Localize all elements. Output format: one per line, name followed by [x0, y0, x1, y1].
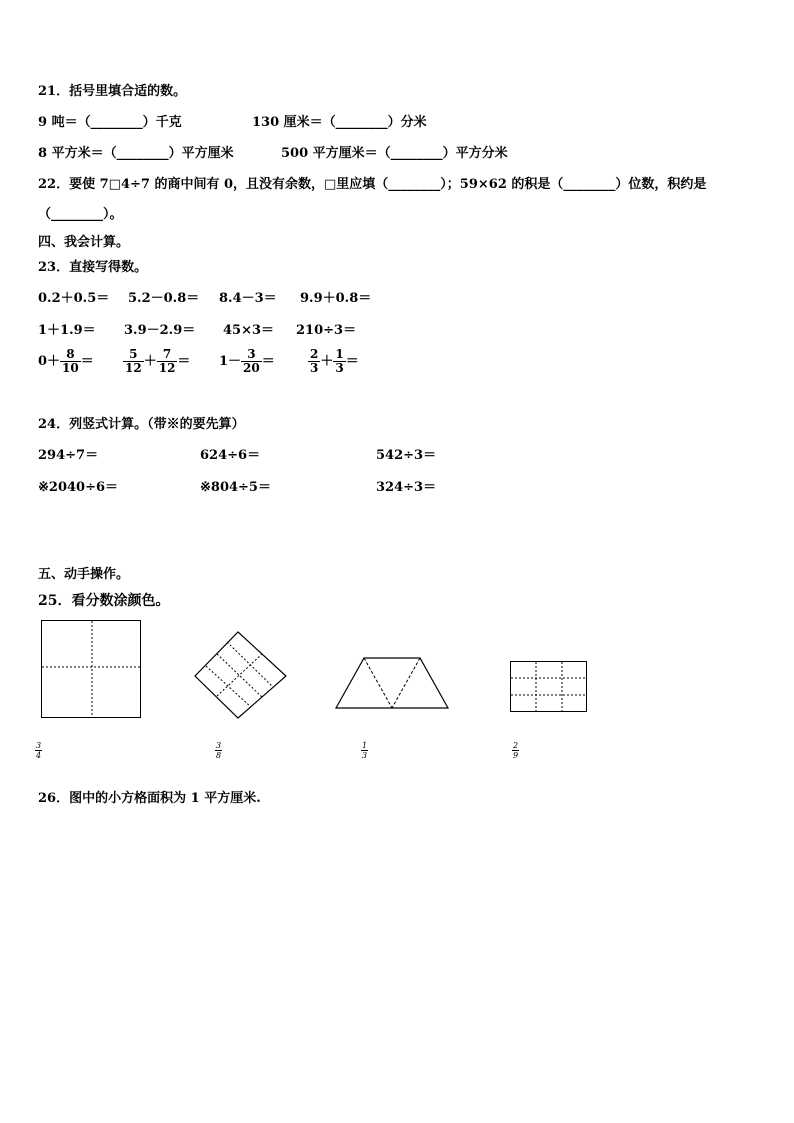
- q21-blank-m2-cm2: 8 平方米＝（________）平方厘米: [38, 146, 234, 161]
- q23-fraction-expr-3: 1－ $\frac{3}{20}$ ＝: [219, 347, 275, 375]
- fraction-label-3: 1 3: [362, 741, 368, 760]
- q23-fraction-expr-4: $\frac{2}{3}$ ＋ $\frac{1}{3}$ ＝: [310, 347, 359, 375]
- q24-title: 24．列竖式计算。（带※的要先算）: [38, 417, 245, 432]
- q23-fraction-expr-2: $\frac{5}{12}$ ＋ $\frac{7}{12}$ ＝: [125, 347, 191, 375]
- section4-title: 四、我会计算。: [38, 235, 130, 250]
- fraction-label-1: 3 4: [36, 741, 42, 760]
- q21-title: 21．括号里填合适的数。: [38, 84, 187, 99]
- q24-expr: 324÷3＝: [376, 480, 437, 495]
- q22-line1: 22．要使 7□4÷7 的商中间有 0，且没有余数，□里应填（________）；59×62 的积是（________）位数，积约是: [38, 177, 707, 192]
- section5-title: 五、动手操作。: [38, 567, 130, 582]
- q23-expr: 1＋1.9＝: [38, 323, 96, 338]
- q23-expr: 8.4－3＝: [219, 291, 277, 306]
- trapezoid-triangles-figure: [335, 657, 450, 709]
- square-quarters-figure: [41, 620, 141, 718]
- q26-title: 26．图中的小方格面积为 1 平方厘米.: [38, 791, 261, 806]
- q24-expr: 624÷6＝: [200, 448, 261, 463]
- q22-line2: （________）。: [38, 207, 123, 222]
- q23-expr: 210÷3＝: [296, 323, 357, 338]
- q21-blank-cm2-dm2: 500 平方厘米＝（________）平方分米: [281, 146, 508, 161]
- q25-title: 25．看分数涂颜色。: [38, 593, 170, 609]
- q24-expr: ※2040÷6＝: [38, 480, 119, 495]
- q24-expr: 542÷3＝: [376, 448, 437, 463]
- rectangle-grid-figure: [510, 661, 588, 713]
- q23-expr: 45×3＝: [223, 323, 275, 338]
- fraction-label-4: 2 9: [513, 741, 519, 760]
- diamond-grid-figure: [192, 630, 292, 720]
- q24-expr: 294÷7＝: [38, 448, 99, 463]
- q23-expr: 3.9－2.9＝: [124, 323, 196, 338]
- q24-expr: ※804÷5＝: [200, 480, 271, 495]
- fraction-label-2: 3 8: [216, 741, 222, 760]
- q23-expr: 9.9＋0.8＝: [300, 291, 372, 306]
- q23-expr: 0.2＋0.5＝: [38, 291, 110, 306]
- q23-expr: 5.2－0.8＝: [128, 291, 200, 306]
- q23-title: 23．直接写得数。: [38, 260, 148, 275]
- q21-blank-cm-dm: 130 厘米＝（________）分米: [252, 115, 427, 130]
- q23-fraction-expr-1: 0＋ $\frac{8}{10}$ ＝: [38, 347, 94, 375]
- q21-blank-tons-kg: 9 吨＝（________）千克: [38, 115, 182, 130]
